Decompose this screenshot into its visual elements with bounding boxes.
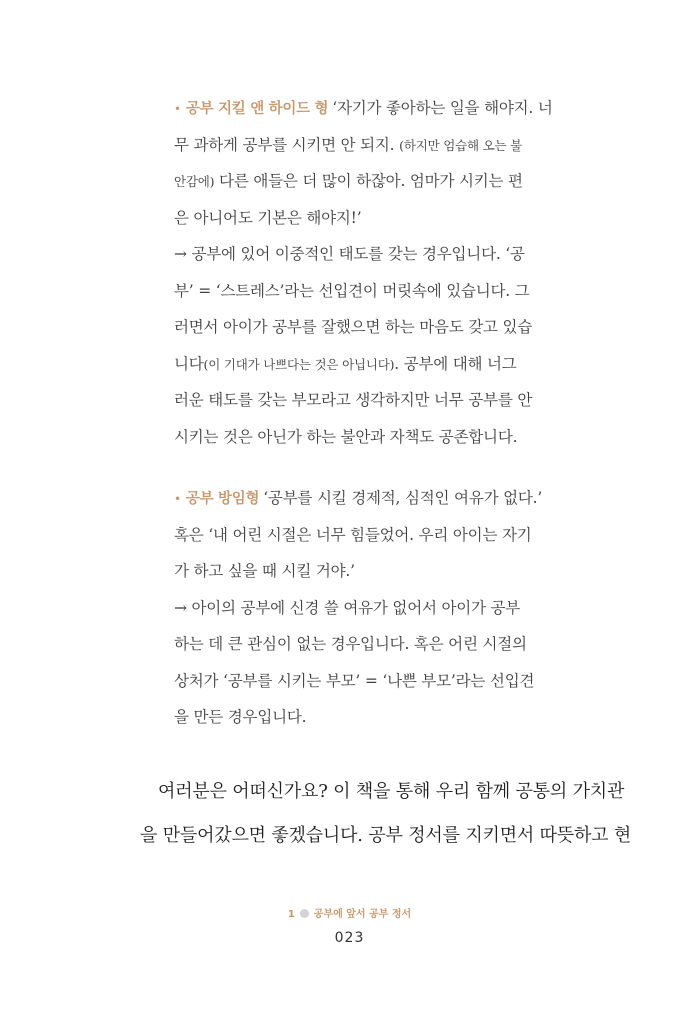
bullet-icon: • xyxy=(174,492,181,506)
text-line: 안감에) 다른 애들은 더 많이 하잖아. 엄마가 시키는 편 xyxy=(174,172,523,190)
text-line: 니다(이 기대가 나쁘다는 것은 아닙니다). 공부에 대해 너그 xyxy=(174,354,517,373)
body-paragraph xyxy=(140,770,632,858)
section-jekyll-hyde xyxy=(174,90,566,455)
text-line: 혹은 ‘내 어린 시절은 너무 힘들었어. 우리 아이는 자기 xyxy=(174,525,532,544)
text-line: 은 아니어도 기본은 해야지!’ xyxy=(174,208,362,227)
section-label: 공부 방임형 xyxy=(185,491,260,507)
chapter-title: 공부에 앞서 공부 정서 xyxy=(313,909,412,920)
body-line: 여러분은 어떠신가요? 이 책을 통해 우리 함께 공통의 가치관 xyxy=(158,781,625,802)
text-line: 러운 태도를 갖는 부모라고 생각하지만 너무 공부를 안 xyxy=(174,391,533,409)
text-line: 부’ = ‘스트레스’라는 선입견이 머릿속에 있습니다. 그 xyxy=(174,281,530,300)
aside-text: (이 기대가 나쁘다는 것은 아닙니다) xyxy=(203,356,395,372)
text-line: 상처가 ‘공부를 시키는 부모’ = ‘나쁜 부모’라는 선입견 xyxy=(174,671,535,690)
running-footer xyxy=(0,905,699,920)
text-line: 하는 데 큰 관심이 없는 경우입니다. 혹은 어린 시절의 xyxy=(174,635,527,653)
text-line: 가 하고 싶을 때 시킬 거야.’ xyxy=(174,562,355,580)
text-line: • 공부 방임형 ‘공부를 시킬 경제적, 심적인 여유가 없다.’ xyxy=(174,489,543,507)
text-line: → 아이의 공부에 신경 쓸 여유가 없어서 아이가 공부 xyxy=(174,598,521,617)
bullet-icon: • xyxy=(174,102,181,116)
chapter-number: 1 xyxy=(287,909,295,920)
text-line: 을 만든 경우입니다. xyxy=(174,708,307,726)
page-number: 023 xyxy=(334,930,365,946)
section-neglect xyxy=(174,480,566,736)
text-line: • 공부 지킬 앤 하이드 형 ‘자기가 좋아하는 일을 해야지. 너 xyxy=(174,99,553,117)
text-line: → 공부에 있어 이중적인 태도를 갖는 경우입니다. ‘공 xyxy=(174,245,525,263)
aside-text: 안감에) xyxy=(174,174,215,189)
text-line: 시키는 것은 아닌가 하는 불안과 자책도 공존합니다. xyxy=(174,427,518,446)
dot-icon xyxy=(300,909,309,918)
body-line: 을 만들어갔으면 좋겠습니다. 공부 정서를 지키면서 따뜻하고 현 xyxy=(140,825,632,846)
text-line: 러면서 아이가 공부를 잘했으면 하는 마음도 갖고 있습 xyxy=(174,318,533,336)
text-line: 무 과하게 공부를 시키면 안 되지. (하지만 엄습해 오는 불 xyxy=(174,135,523,154)
section-label: 공부 지킬 앤 하이드 형 xyxy=(185,101,329,117)
aside-text: (하지만 엄습해 오는 불 xyxy=(399,137,523,153)
